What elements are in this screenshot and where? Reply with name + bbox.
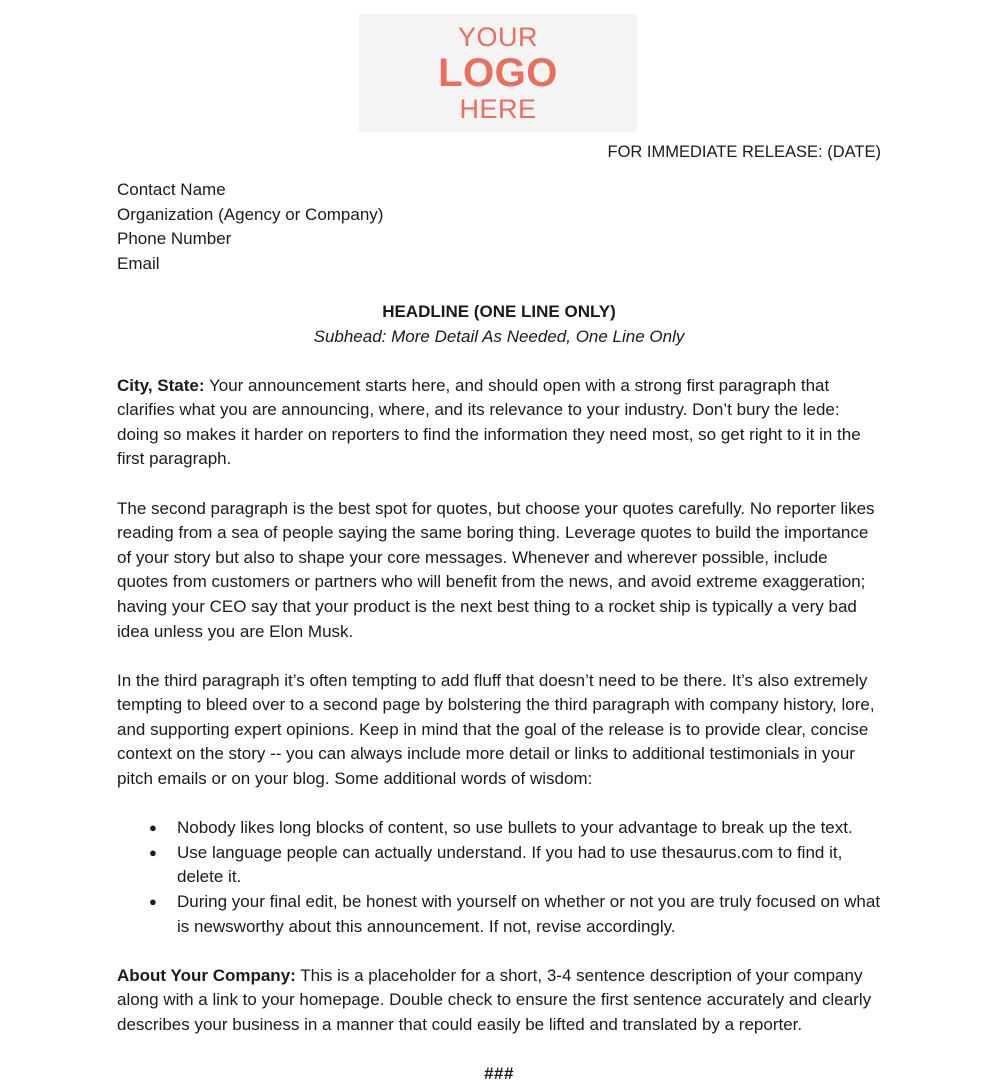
list-item bbox=[117, 841, 881, 890]
bullet-dot-icon: ● bbox=[149, 894, 157, 910]
document-body bbox=[117, 140, 881, 1086]
about-paragraph-text: This is a placeholder for a short, 3-4 sentence description of your company along with a link to your homepage. Double check to ensure the first sentence accurately and clearly describes your business in a manner that could easily be lifted and translated by a reporter. bbox=[117, 965, 872, 1034]
list-item bbox=[117, 890, 881, 939]
list-item bbox=[117, 816, 881, 841]
contact-organization: Organization (Agency or Company) bbox=[117, 204, 384, 224]
paragraph-3 bbox=[117, 669, 881, 792]
contact-phone: Phone Number bbox=[117, 229, 232, 249]
end-mark: ### bbox=[484, 1063, 514, 1083]
paragraph-2-text: The second paragraph is the best spot for quotes, but choose your quotes carefully. No reporter likes reading from a sea of people saying the same boring thing. Leverage quotes to build the importance of your story but also to shape your core messages. Whenever and wherever possible, include quotes from customers or partners who will benefit from the news, and avoid extreme exaggeration; having your CEO say that your product is the next best thing to a rocket ship is typically a very bad idea unless you are Elon Musk. bbox=[117, 498, 875, 641]
paragraph-1-lead: City, State: bbox=[117, 375, 205, 395]
bullet-dot-icon: ● bbox=[149, 820, 157, 836]
spacer-after-headline bbox=[117, 350, 881, 374]
paragraph-1 bbox=[117, 374, 881, 472]
list-item-text: During your final edit, be honest with yourself on whether or not you are truly focused on what is newsworthy about this announcement. If not, revise accordingly. bbox=[177, 892, 881, 936]
contact-email: Email bbox=[117, 253, 160, 273]
list-item-text: Use language people can actually understand. If you had to use thesaurus.com to find it, delete it. bbox=[177, 842, 843, 887]
bullet-dot-icon: ● bbox=[149, 844, 157, 860]
paragraph-3-text: In the third paragraph it’s often tempting to add fluff that doesn’t need to be there. It’s also extremely tempting to bleed over to a second page by bolstering the third paragraph with company history, lore, and supporting expert opinions. Keep in mind that the goal of the release is to provide clear, concise context on the story -- you can always include more detail or links to additional testimonials in your pitch emails or on your blog. Some additional words of wisdom: bbox=[117, 670, 875, 789]
list-item-text: Nobody likes long blocks of content, so use bullets to your advantage to break up the text. bbox=[177, 818, 853, 838]
subhead: Subhead: More Detail As Needed, One Line Only bbox=[313, 326, 685, 346]
release-date-line: FOR IMMEDIATE RELEASE: (DATE) bbox=[607, 143, 881, 161]
headline: HEADLINE (ONE LINE ONLY) bbox=[382, 302, 616, 322]
paragraph-2 bbox=[117, 497, 881, 645]
logo-text-your: YOUR bbox=[457, 21, 538, 52]
paragraph-1-text: Your announcement starts here, and should open with a strong first paragraph that clarifies what you are announcing, where, and its relevance to your industry. Don’t bury the lede: doing so makes it harder on reporters to find the information they need most, so get right to it in the first paragraph. bbox=[117, 375, 861, 469]
about-paragraph bbox=[117, 964, 881, 1038]
contact-block bbox=[117, 178, 881, 276]
logo-placeholder[interactable] bbox=[359, 14, 637, 132]
bullet-list bbox=[117, 816, 881, 939]
contact-name: Contact Name bbox=[117, 180, 226, 199]
logo-text-logo: LOGO bbox=[438, 50, 558, 95]
about-paragraph-lead: About Your Company: bbox=[117, 965, 296, 985]
logo-text-here: HERE bbox=[459, 93, 537, 124]
spacer-after-contact bbox=[117, 276, 881, 300]
